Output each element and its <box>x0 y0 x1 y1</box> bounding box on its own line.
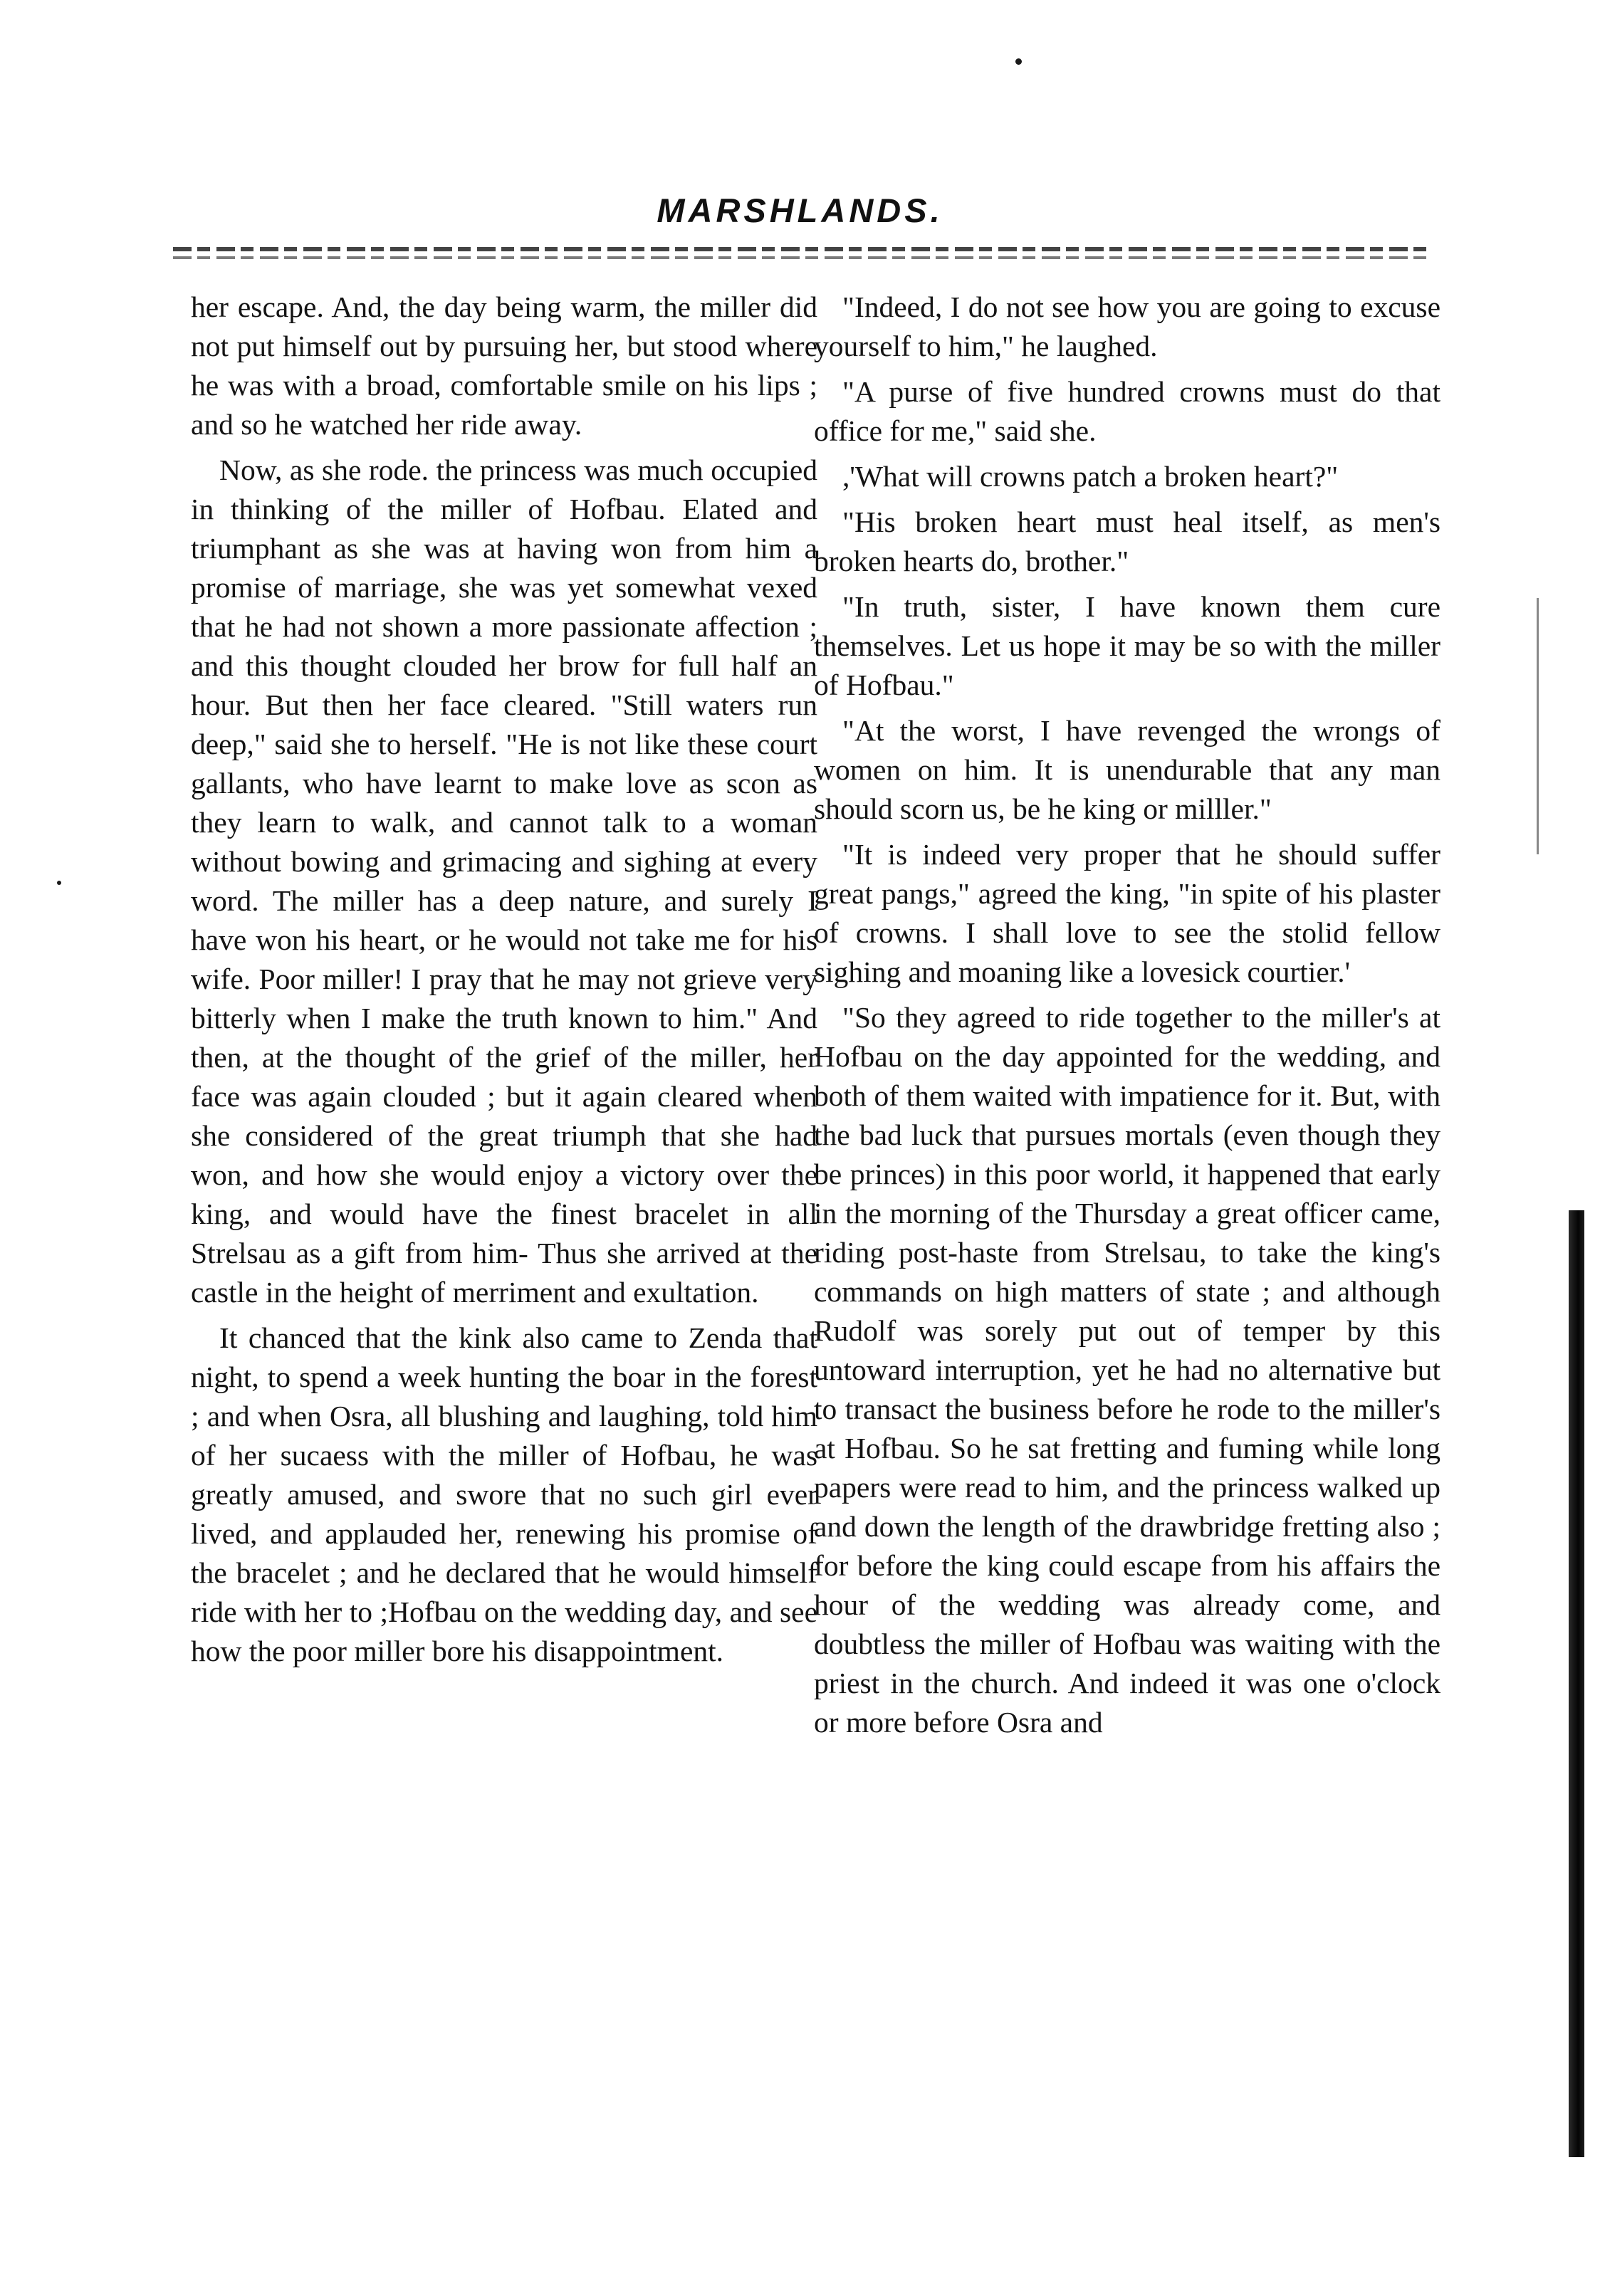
paragraph: "It is indeed very proper that he should suffer great pangs," agreed the king, "in spite of his plaster of crowns. I shall love to see the stolid fellow sighing and moaning like a lovesick courtier.' <box>814 838 1440 988</box>
header-rule-secondary <box>173 256 1428 259</box>
ink-speck <box>1015 58 1022 65</box>
page-edge-shadow <box>1537 598 1539 854</box>
page-title: MARSHLANDS. <box>657 192 943 229</box>
paragraph: "Indeed, I do not see how you are going to excuse yourself to him," he laughed. <box>814 290 1440 362</box>
paragraph: Now, as she rode. the princess was much occupied in thinking of the miller of Hofbau. Elated and triumphant as she was at having won from him a promise of marriage, she was yet somewhat vexed that he had not shown a more passionate affection ; and this thought clouded her brow for full half an hour. But then her face cleared. "Still waters run deep," said she to herself. "He is not like these court gallants, who have learnt to make love as scon as they learn to walk, and cannot talk to a woman without bowing and grimacing and sighing at every word. The miller has a deep nature, and surely I have won his heart, or he would not take me for his wife. Poor miller! I pray that he may not grieve very bitterly when I make the truth known to him." And then, at the thought of the grief of the miller, her face was again clouded ; but it again cleared when she considered of the great triumph that she had won, and how she would enjoy a victory over the king, and would have the finest bracelet in all Strelsau as a gift from him- Thus she arrived at the castle in the height of merriment and exultation. <box>191 454 817 1309</box>
paragraph: "A purse of five hundred crowns must do that office for me," said she. <box>814 375 1440 447</box>
paragraph: her escape. And, the day being warm, the miller did not put himself out by pursuing her, but stood where he was with a broad, comfortable smile on his lips ; and so he watched her ride away. <box>191 290 817 441</box>
paragraph: "At the worst, I have revenged the wrongs of women on him. It is unendurable that any man should scorn us, be he king or milller." <box>814 714 1440 825</box>
header-rule <box>173 247 1428 251</box>
right-column <box>814 288 1440 1749</box>
paragraph: "So they agreed to ride together to the miller's at Hofbau on the day appointed for the wedding, and both of them waited with impatience for it. But, with the bad luck that pursues mortals (even though they be princes) in this poor world, it happened that early in the morning of the Thursday a great officer came, riding post-haste from Strelsau, to take the king's commands on high matters of state ; and although Rudolf was sorely put out of temper by this untoward interruption, yet he had no alternative but to transact the business before he rode to the miller's at Hofbau. So he sat fretting and fuming while long papers were read to him, and the princess walked up and down the length of the drawbridge fretting also ; for before the king could escape from his affairs the hour of the wedding was already come, and doubtless the miller of Hofbau was waiting with the priest in the church. And indeed it was one o'clock or more before Osra and <box>814 1001 1440 1739</box>
ink-speck <box>57 881 61 885</box>
page-binding-edge <box>1569 1210 1584 2157</box>
paragraph: "His broken heart must heal itself, as men's broken hearts do, brother." <box>814 505 1440 577</box>
paragraph: "In truth, sister, I have known them cure themselves. Let us hope it may be so with the miller of Hofbau." <box>814 590 1440 701</box>
left-column <box>191 288 817 1677</box>
paragraph: ,'What will crowns patch a broken heart?" <box>842 460 1339 493</box>
paragraph: It chanced that the kink also came to Zenda that night, to spend a week hunting the boar in the forest ; and when Osra, all blushing and laughing, told him of her sucaess with the miller of Hofbau, he was greatly amused, and swore that no such girl ever lived, and applauded her, renewing his promise of the bracelet ; and he declared that he would himself ride with her to ;Hofbau on the wedding day, and see how the poor miller bore his disappointment. <box>191 1321 817 1667</box>
